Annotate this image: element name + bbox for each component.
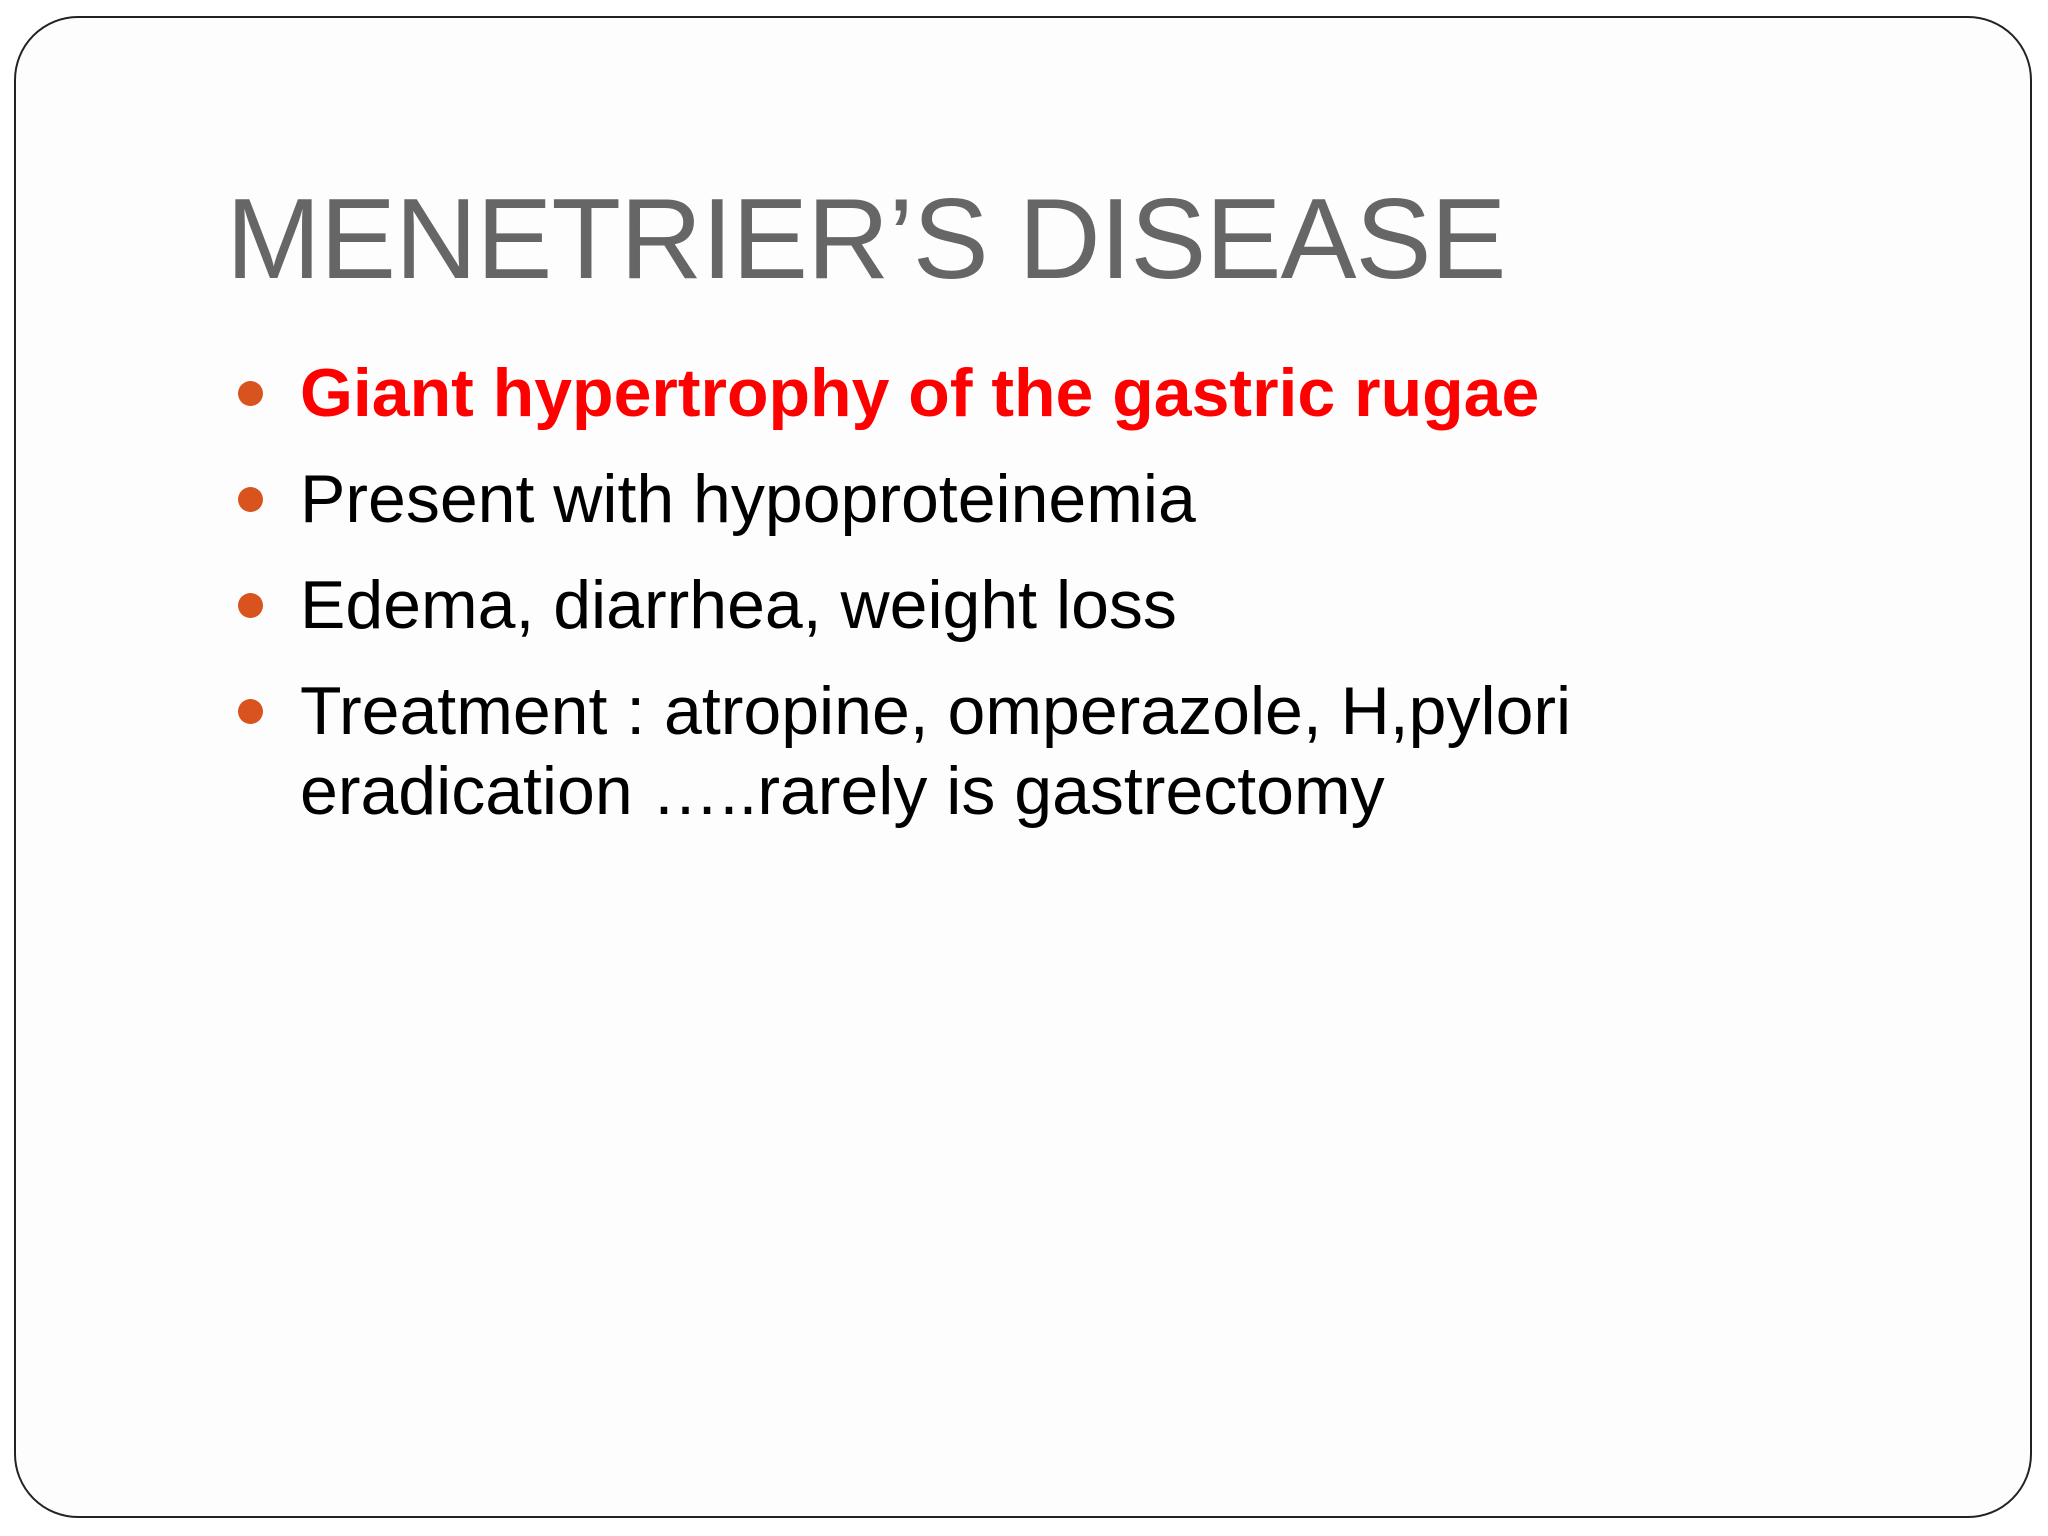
bullet-dot-icon (238, 487, 263, 512)
bullet-text: Edema, diarrhea, weight loss (300, 567, 1177, 643)
bullet-dot-icon (238, 381, 263, 406)
bullet-item (238, 459, 1838, 539)
bullet-dot-icon (238, 699, 263, 724)
bullet-text: Treatment : atropine, omperazole, H,pylori eradication …..rarely is gastrectomy (300, 673, 1572, 829)
bullet-item (238, 565, 1838, 645)
bullet-item (238, 353, 1838, 433)
slide-title: MENETRIER’S DISEASE (226, 176, 1506, 303)
bullet-dot-icon (238, 593, 263, 618)
bullet-list (238, 353, 1838, 857)
slide-frame (14, 16, 2032, 1518)
bullet-text: Giant hypertrophy of the gastric rugae (300, 355, 1540, 431)
bullet-text: Present with hypoproteinemia (300, 461, 1196, 537)
bullet-item (238, 671, 1838, 831)
